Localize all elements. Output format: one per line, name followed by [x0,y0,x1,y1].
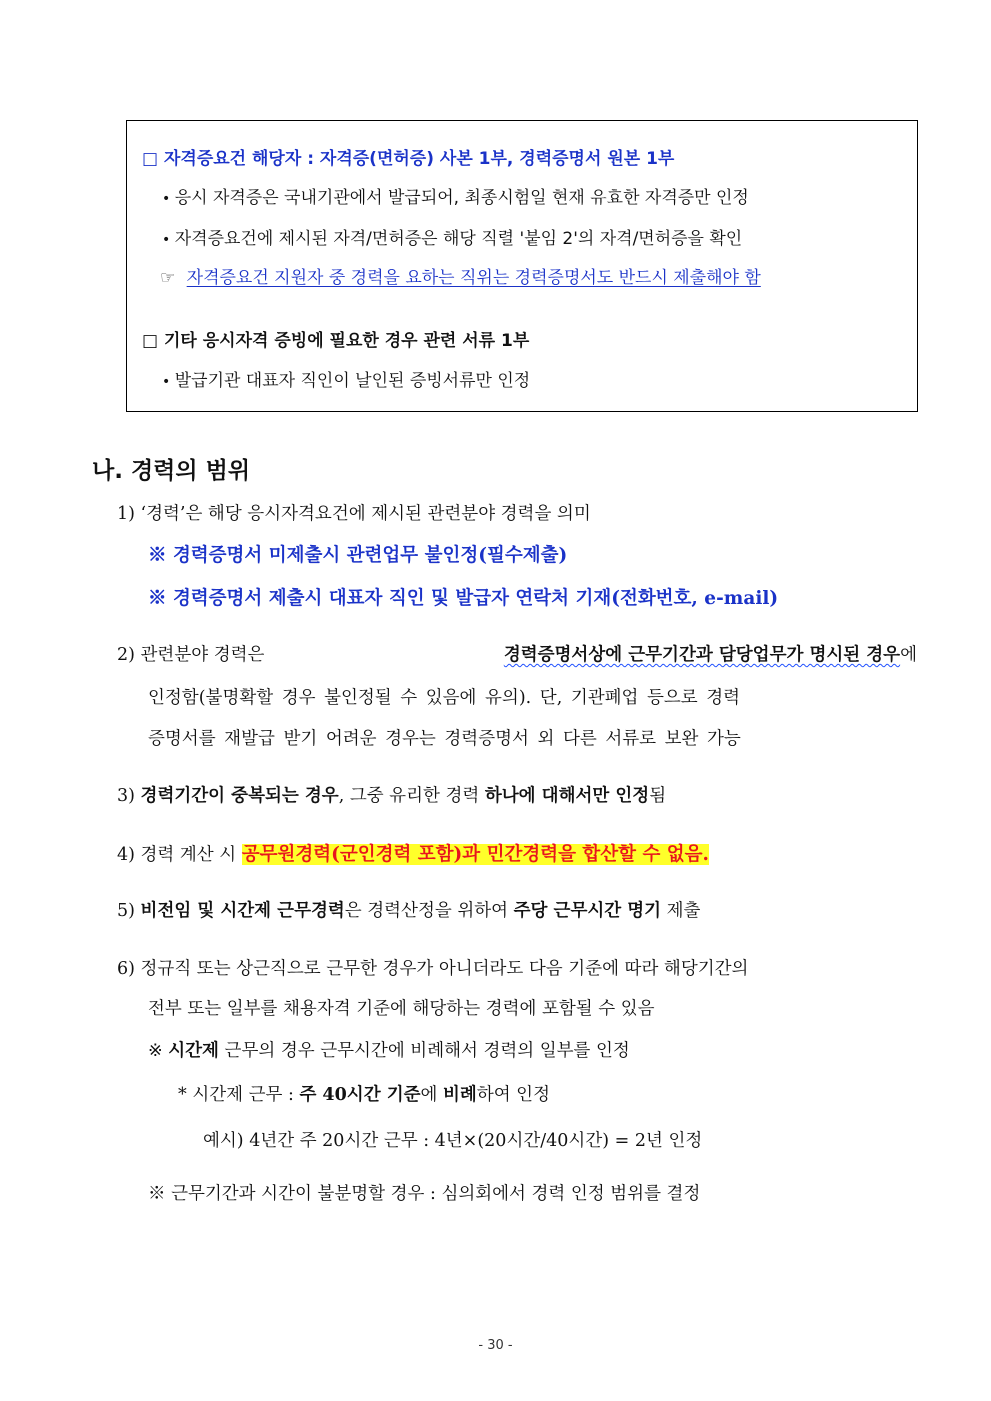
bullet-dot: • [162,374,175,390]
bullet-dot: • [162,232,175,248]
item-6-example: 예시) 4년간 주 20시간 근무 : 4년×(20시간/40시간) = 2년 인정 [203,1131,703,1151]
item-6-note-emphasis: 시간제 [168,1041,219,1061]
item-3-emphasis-2: 하나에 대해서만 인정 [484,786,650,806]
item-1-text: 1) ‘경력’은 해당 응시자격요건에 제시된 관련분야 경력을 의미 [117,504,591,524]
item-1-note-1: ※ 경력증명서 미제출시 관련업무 불인정(필수제출) [148,545,568,566]
item-6-sub-emphasis-1: 주 40시간 기준 [299,1085,421,1105]
bullet-dot: • [162,191,175,207]
box-bullet-3: • 발급기관 대표자 직인이 날인된 증빙서류만 인정 [162,371,531,391]
box-note [160,263,761,288]
item-2-line-3: 증명서를 재발급 받기 어려운 경우는 경력증명서 외 다른 서류로 보완 가능 [148,729,741,749]
item-3: 3) 경력기간이 중복되는 경우, 그중 유리한 경력 하나에 대해서만 인정됨 [117,786,667,806]
item-6-sub: * 시간제 근무 : 주 40시간 기준에 비례하여 인정 [178,1085,550,1105]
item-2-line-1: 2) 관련분야 경력은 경력증명서상에 근무기간과 담당업무가 명시된 경우에 [117,645,917,665]
box-note-text: 자격증요건 지원자 중 경력을 요하는 직위는 경력증명서도 반드시 제출해야 함 [186,268,761,288]
item-3-emphasis-1: 경력기간이 중복되는 경우 [140,786,339,806]
item-5-emphasis-2: 주당 근무시간 명기 [513,901,662,921]
item-5-emphasis-1: 비전임 및 시간제 근무경력 [140,901,345,921]
box-bullet-1: • 응시 자격증은 국내기관에서 발급되어, 최종시험일 현재 유효한 자격증만 인정 [162,188,749,208]
page-number: - 30 - [478,1338,513,1353]
item-6-last-note: ※ 근무기간과 시간이 불분명할 경우 : 심의회에서 경력 인정 범위를 결정 [148,1184,701,1204]
item-6-line-2: 전부 또는 일부를 채용자격 기준에 해당하는 경력에 포함될 수 있음 [148,999,655,1019]
item-6-sub-emphasis-2: 비례 [443,1085,477,1105]
item-2-emphasis: 경력증명서상에 근무기간과 담당업무가 명시된 경우 [503,645,901,665]
pointing-hand-icon: ☞ [160,268,176,288]
item-2-line-2: 인정함(불명확할 경우 불인정될 수 있음에 유의). 단, 기관폐업 등으로 경력 [148,688,741,708]
box-heading-certificate: □ 자격증요건 해당자 : 자격증(면허증) 사본 1부, 경력증명서 원본 1부 [142,149,675,169]
section-title: 나. 경력의 범위 [92,458,251,484]
item-1-note-2: ※ 경력증명서 제출시 대표자 직인 및 발급자 연락처 기재(전화번호, e-mail) [148,588,779,609]
box-heading-other: □ 기타 응시자격 증빙에 필요한 경우 관련 서류 1부 [142,331,530,351]
item-4-highlight: 공무원경력(군인경력 포함)과 민간경력을 합산할 수 없음. [241,844,709,865]
box-bullet-2: • 자격증요건에 제시된 자격/면허증은 해당 직렬 '붙임 2'의 자격/면허증을 확인 [162,229,743,249]
item-6-line-1: 6) 정규직 또는 상근직으로 근무한 경우가 아니더라도 다음 기준에 따라 해당기간의 [117,959,749,979]
item-6-note: ※ 시간제 근무의 경우 근무시간에 비례해서 경력의 일부를 인정 [148,1041,630,1061]
item-5: 5) 비전임 및 시간제 근무경력은 경력산정을 위하여 주당 근무시간 명기 제출 [117,901,701,921]
item-4: 4) 경력 계산 시 공무원경력(군인경력 포함)과 민간경력을 합산할 수 없음. [117,844,709,865]
